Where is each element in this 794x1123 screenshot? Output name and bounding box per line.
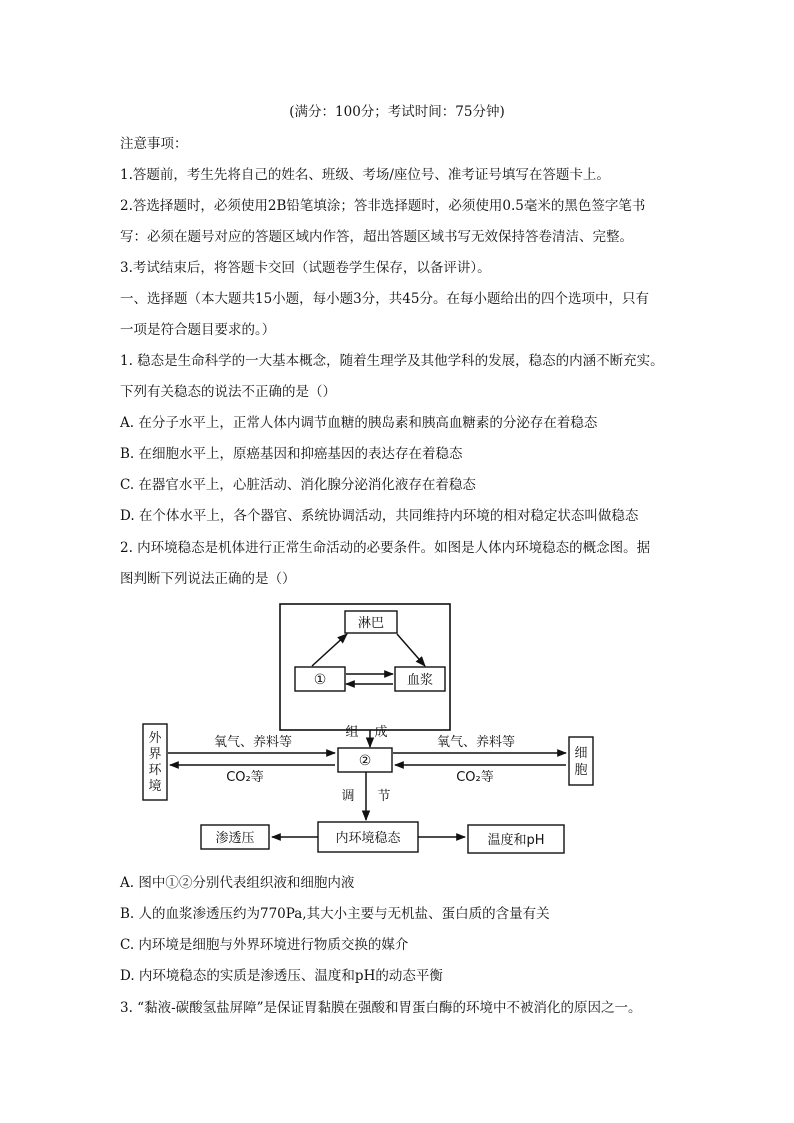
note-item: 3.考试结束后，将答题卡交回（试题卷学生保存，以备评讲）。 bbox=[120, 260, 491, 276]
co2-label-right: CO₂等 bbox=[456, 770, 494, 785]
q3-stem: 3. “黏液-碳酸氢盐屏障”是保证胃黏膜在强酸和胃蛋白酶的环境中不被消化的原因之一。 bbox=[120, 1000, 642, 1016]
external-char: 界 bbox=[148, 747, 162, 762]
q2-stem: 2. 内环境稳态是机体进行正常生命活动的必要条件。如图是人体内环境稳态的概念图。据 bbox=[120, 540, 651, 556]
q1-option-d: D. 在个体水平上，各个器官、系统协调活动，共同维持内环境的相对稳定状态叫做稳态 bbox=[120, 508, 639, 524]
q1-stem: 1. 稳态是生命科学的一大基本概念，随着生理学及其他学科的发展，稳态的内涵不断充实。 bbox=[120, 353, 664, 369]
arrow-fluid1-to-lymph bbox=[312, 634, 347, 666]
note-item: 2.答选择题时，必须使用2B铅笔填涂；答非选择题时，必须使用0.5毫米的黑色签字笔书 bbox=[120, 198, 646, 214]
osmotic-label: 渗透压 bbox=[215, 831, 255, 846]
external-char: 境 bbox=[148, 779, 162, 794]
q1-option-c: C. 在器官水平上，心脏活动、消化腺分泌消化液存在着稳态 bbox=[120, 477, 476, 493]
regulate-label-2: 节 bbox=[377, 789, 391, 804]
q2-option-a: A. 图中①②分别代表组织液和细胞内液 bbox=[120, 875, 355, 891]
notes-title: 注意事项： bbox=[120, 136, 188, 152]
plasma-label: 血浆 bbox=[406, 673, 434, 688]
q2-option-c: C. 内环境是细胞与外界环境进行物质交换的媒介 bbox=[120, 937, 409, 953]
external-char: 环 bbox=[148, 763, 162, 778]
arrow-lymph-to-plasma bbox=[397, 634, 425, 666]
external-char: 外 bbox=[148, 731, 162, 746]
oxygen-label-left: 氧气、养料等 bbox=[213, 735, 293, 750]
section-heading: 一、选择题（本大题共15小题，每小题3分，共45分。在每小题给出的四个选项中，只有 bbox=[120, 291, 649, 307]
compose-label-2: 成 bbox=[374, 725, 388, 740]
oxygen-label-right: 氧气、养料等 bbox=[436, 735, 516, 750]
fluid-1-label: ① bbox=[313, 672, 327, 688]
q2-stem-cont: 图判断下列说法正确的是（） bbox=[120, 571, 296, 587]
temp-ph-label: 温度和pH bbox=[487, 833, 545, 848]
q1-stem-cont: 下列有关稳态的说法不正确的是（） bbox=[120, 384, 336, 400]
co2-label-left: CO₂等 bbox=[226, 770, 264, 785]
fluid-2-label: ② bbox=[358, 753, 372, 769]
score-time-header: (满分：100分；考试时间：75分钟) bbox=[289, 104, 505, 120]
q1-option-b: B. 在细胞水平上，原癌基因和抑癌基因的表达存在着稳态 bbox=[120, 446, 463, 462]
homeostasis-label: 内环境稳态 bbox=[335, 831, 401, 846]
q2-option-b: B. 人的血浆渗透压约为770Pa,其大小主要与无机盐、蛋白质的含量有关 bbox=[120, 906, 550, 922]
cell-char: 胞 bbox=[574, 763, 588, 778]
q2-option-d: D. 内环境稳态的实质是渗透压、温度和pH的动态平衡 bbox=[120, 968, 443, 984]
q1-option-a: A. 在分子水平上，正常人体内调节血糖的胰岛素和胰高血糖素的分泌存在着稳态 bbox=[120, 415, 598, 431]
section-heading-cont: 一项是符合题目要求的。） bbox=[120, 322, 276, 338]
note-item: 写：必须在题号对应的答题区域内作答，超出答题区域书写无效保持答卷清洁、完整。 bbox=[120, 229, 633, 245]
note-item: 1.答题前，考生先将自己的姓名、班级、考场/座位号、准考证号填写在答题卡上。 bbox=[120, 167, 610, 183]
cell-char: 细 bbox=[574, 746, 588, 761]
regulate-label-1: 调 bbox=[341, 789, 355, 804]
lymph-label: 淋巴 bbox=[357, 616, 385, 631]
compose-label-1: 组 bbox=[345, 725, 359, 740]
